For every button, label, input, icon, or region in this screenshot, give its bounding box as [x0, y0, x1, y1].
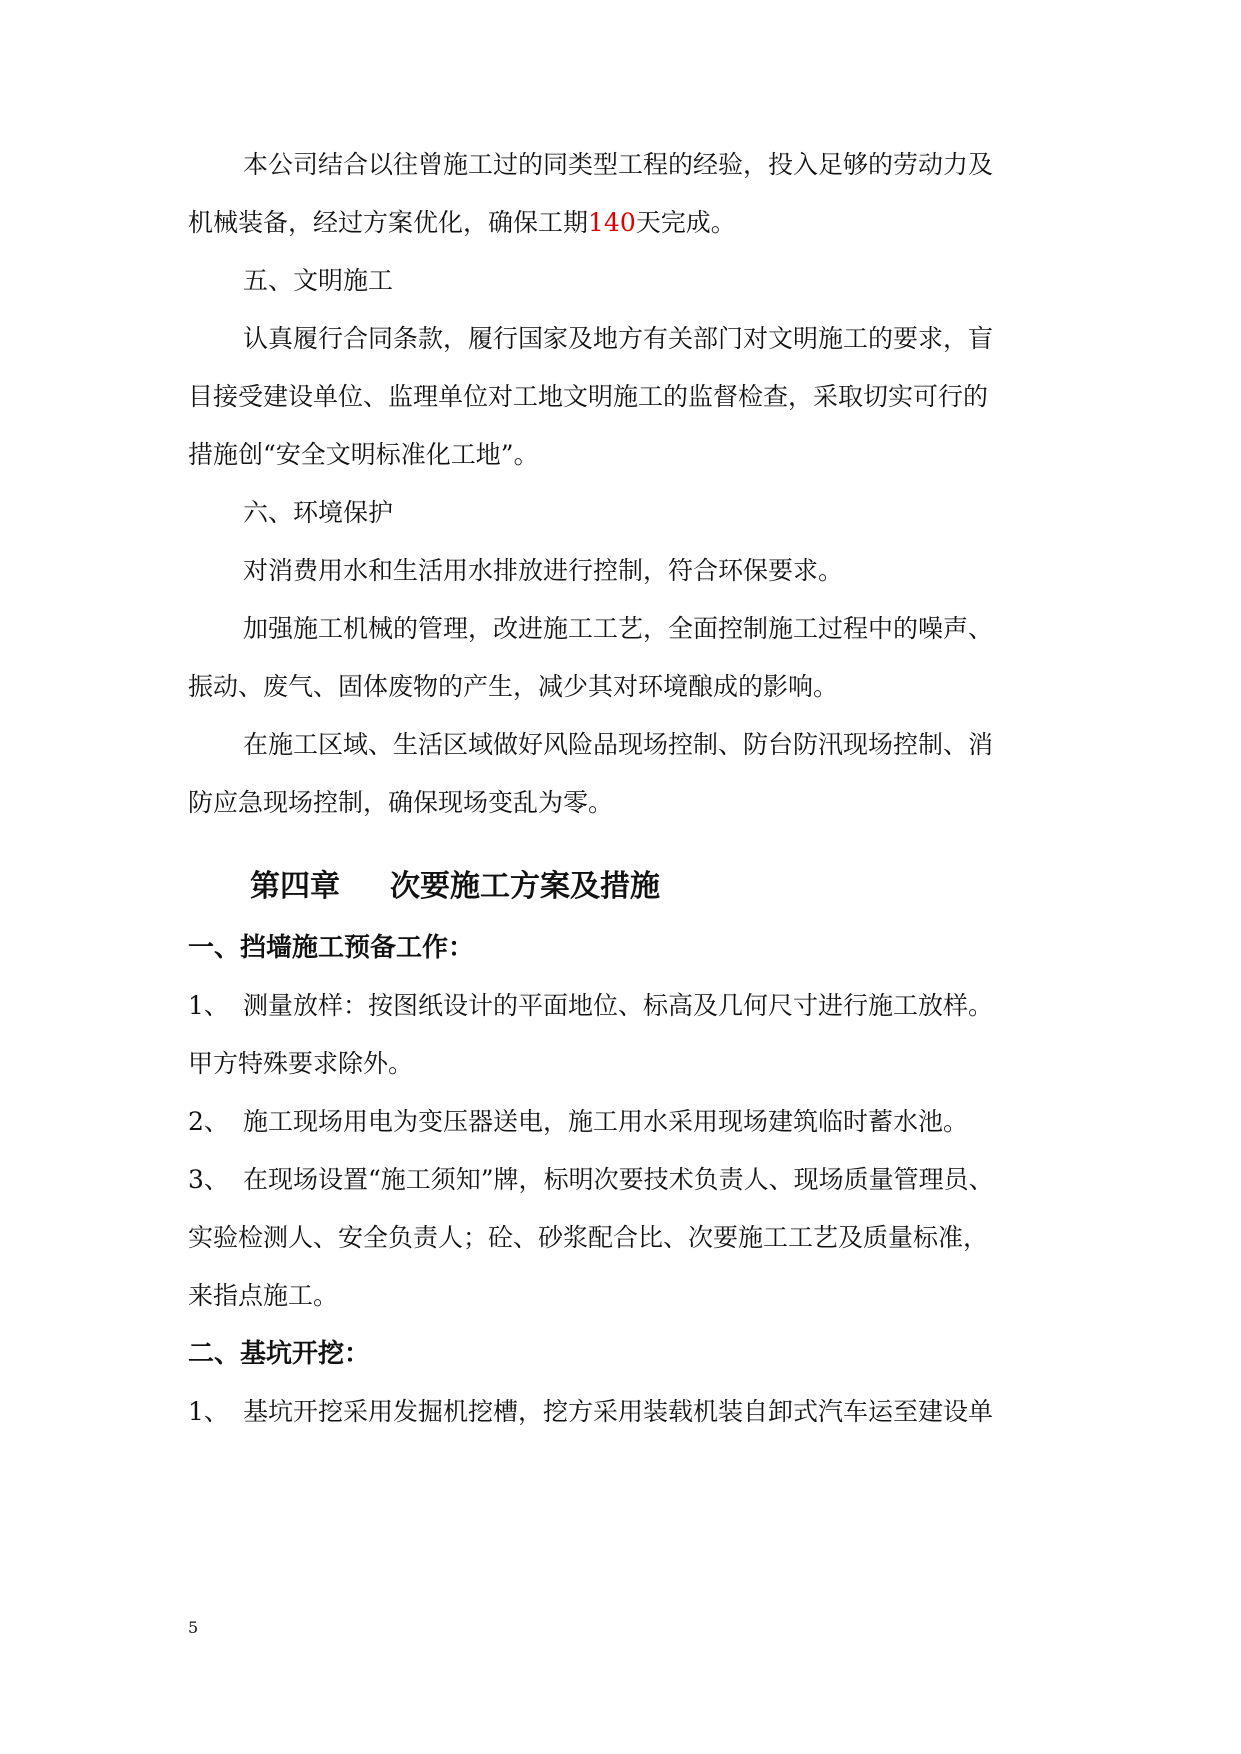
item-text: 测量放样：按图纸设计的平面地位、标高及几何尺寸进行施工放样。 [243, 991, 994, 1020]
item-number: 2、 [188, 1107, 229, 1136]
paragraph-line: 认真履行合同条款，履行国家及地方有关部门对文明施工的要求，盲 [243, 324, 994, 353]
item-text: 施工现场用电为变压器送电，施工用水采用现场建筑临时蓄水池。 [243, 1107, 969, 1136]
list-item-continuation: 甲方特殊要求除外。 [188, 1049, 414, 1078]
chapter-title: 次要施工方案及措施 [390, 869, 660, 904]
item-number: 1、 [188, 1397, 229, 1426]
paragraph-line: 加强施工机械的管理，改进施工工艺，全面控制施工过程中的噪声、 [243, 614, 994, 643]
item-text: 在现场设置“施工须知”牌，标明次要技术负责人、现场质量管理员、 [243, 1165, 994, 1194]
list-item [188, 1392, 993, 1432]
section-heading: 二、基坑开挖： [188, 1339, 371, 1369]
paragraph-line: 本公司结合以往曾施工过的同类型工程的经验，投入足够的劳动力及 [243, 150, 994, 179]
paragraph-line: 防应急现场控制，确保现场变乱为零。 [188, 788, 614, 817]
page-number: 5 [188, 1618, 199, 1637]
paragraph-line: 措施创“安全文明标准化工地”。 [188, 440, 539, 469]
list-item-continuation: 来指点施工。 [188, 1281, 339, 1310]
paragraph-line: 对消费用水和生活用水排放进行控制，符合环保要求。 [243, 556, 844, 585]
chapter-heading [250, 865, 660, 909]
section-title-civilized-construction: 五、文明施工 [243, 266, 394, 295]
item-number: 3、 [188, 1165, 229, 1194]
section-heading: 一、挡墙施工预备工作： [188, 933, 475, 963]
duration-days-value: 140 [588, 208, 636, 237]
paragraph-line: 在施工区域、生活区域做好风险品现场控制、防台防汛现场控制、消 [243, 730, 994, 759]
text-span: 机械装备，经过方案优化，确保工期 [188, 208, 589, 237]
item-number: 1、 [188, 991, 229, 1020]
section-title-environment: 六、环境保护 [243, 498, 394, 527]
chapter-number: 第四章 [250, 869, 340, 904]
text-span: 天完成。 [635, 208, 736, 237]
list-item [188, 1160, 994, 1200]
item-text: 基坑开挖采用发掘机挖槽，挖方采用装载机装自卸式汽车运至建设单 [243, 1397, 994, 1426]
paragraph-line: 振动、废气、固体废物的产生，减少其对环境酿成的影响。 [188, 672, 839, 701]
list-item-continuation: 实验检测人、安全负责人；砼、砂浆配合比、次要施工工艺及质量标准， [188, 1223, 989, 1252]
list-item [188, 986, 993, 1026]
list-item [188, 1102, 968, 1142]
paragraph-line: 目接受建设单位、监理单位对工地文明施工的监督检查，采取切实可行的 [188, 382, 989, 411]
paragraph-line [188, 203, 736, 243]
